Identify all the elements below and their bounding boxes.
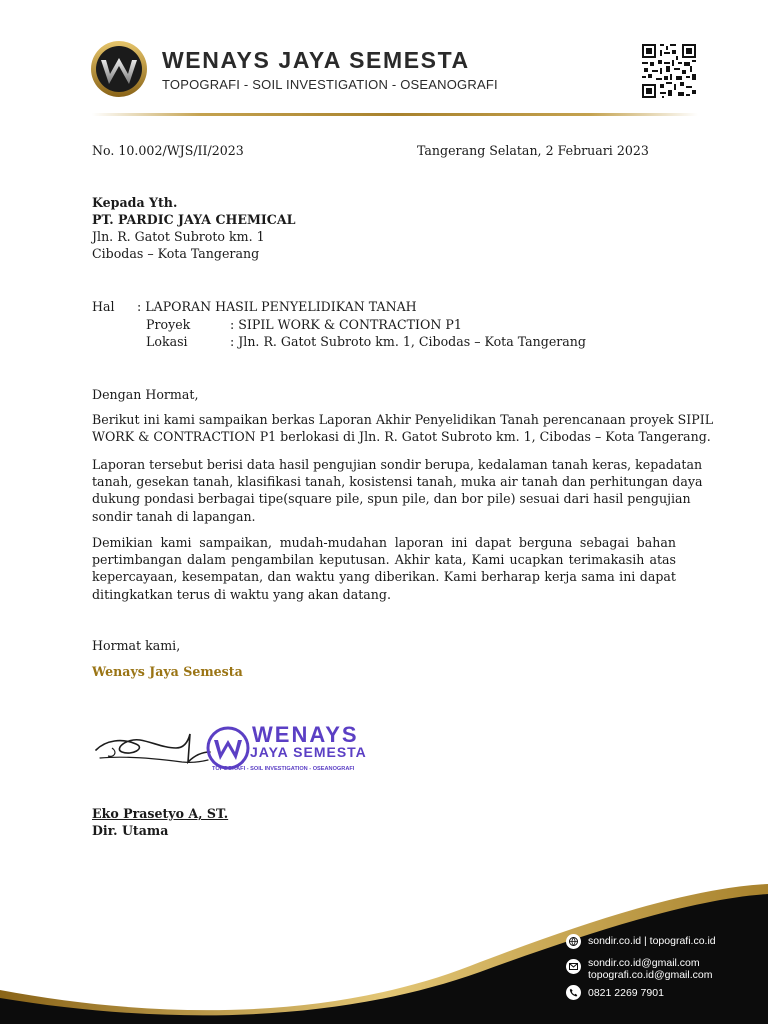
- paragraph-3: [92, 534, 676, 603]
- stamp-title-1: WENAYS: [252, 722, 359, 747]
- paragraph-1-line: Berikut ini kami sampaikan berkas Laporan Akhir Penyelidikan Tanah perencanaan proyek SIPIL: [92, 412, 714, 427]
- qr-code-icon: [640, 42, 698, 100]
- paragraph-1-line: WORK & CONTRACTION P1 berlokasi di Jln. R. Gatot Subroto km. 1, Cibodas – Kota Tangerang.: [92, 429, 711, 445]
- footer-phone: 0821 2269 7901: [588, 987, 664, 999]
- closing-regards: Hormat kami,: [92, 638, 181, 653]
- paragraph-2: [92, 456, 703, 525]
- recipient-address-line-1: Jln. R. Gatot Subroto km. 1: [92, 229, 265, 244]
- signer-title: Dir. Utama: [92, 823, 169, 838]
- header-divider: [92, 113, 698, 116]
- subject-lokasi-label: Lokasi: [146, 334, 188, 349]
- footer-website: sondir.co.id | topografi.co.id: [588, 935, 716, 947]
- footer: [0, 870, 768, 1024]
- letter-number: No. 10.002/WJS/II/2023: [92, 143, 244, 158]
- paragraph-3-line: pertimbangan dalam pengambilan keputusan. Akhir kata, Kami ucapkan terimakasih atas: [92, 552, 676, 568]
- footer-email-1: sondir.co.id@gmail.com: [588, 957, 700, 969]
- signer-name: Eko Prasetyo A, ST.: [92, 806, 229, 821]
- mail-icon: [566, 959, 581, 974]
- subject-lokasi-value: : Jln. R. Gatot Subroto km. 1, Cibodas – Kota Tangerang: [230, 334, 586, 349]
- company-logo-icon: [90, 40, 148, 98]
- signature-icon: [92, 722, 212, 774]
- paragraph-1: [92, 411, 714, 445]
- stamp-title-2: JAYA SEMESTA: [250, 744, 367, 760]
- salutation: Dengan Hormat,: [92, 387, 199, 402]
- company-tagline: TOPOGRAFI - SOIL INVESTIGATION - OSEANOGRAFI: [162, 77, 498, 92]
- company-stamp: [206, 720, 370, 780]
- paragraph-2-line: tanah, gesekan tanah, klasifikasi tanah, kosistensi tanah, muka air tanah dan perhitungan daya: [92, 474, 703, 490]
- subject-proyek-label: Proyek: [146, 317, 191, 332]
- subject-block: [92, 298, 592, 350]
- subject-hal-label: Hal: [92, 299, 115, 314]
- footer-email-2: topografi.co.id@gmail.com: [588, 969, 713, 981]
- paragraph-3-line: Demikian kami sampaikan, mudah-mudahan laporan ini dapat berguna sebagai bahan: [92, 535, 676, 550]
- recipient-company: PT. PARDIC JAYA CHEMICAL: [92, 212, 296, 227]
- footer-wave-background: [0, 870, 768, 1024]
- stamp-subtitle: TOPOGRAFI - SOIL INVESTIGATION - OSEANOGRAFI: [212, 766, 355, 772]
- paragraph-2-line: sondir tanah di lapangan.: [92, 508, 256, 524]
- paragraph-2-line: dukung pondasi berbagai tipe(square pile, spun pile, dan bor pile) sesuai dari hasil pengujian: [92, 491, 691, 507]
- closing-company: Wenays Jaya Semesta: [92, 664, 243, 679]
- paragraph-3-line: kepercayaan, kesempatan, dan waktu yang diberikan. Kami berharap kerja sama ini dapat: [92, 569, 676, 585]
- subject-proyek-value: : SIPIL WORK & CONTRACTION P1: [230, 317, 462, 332]
- stamp-logo-icon: [206, 726, 250, 770]
- recipient-block: [92, 194, 295, 262]
- subject-hal-value: : LAPORAN HASIL PENYELIDIKAN TANAH: [137, 299, 417, 314]
- paragraph-2-line: Laporan tersebut berisi data hasil pengujian sondir berupa, kedalaman tanah keras, kepadatan: [92, 457, 703, 472]
- recipient-address-line-2: Cibodas – Kota Tangerang: [92, 246, 260, 261]
- recipient-greeting: Kepada Yth.: [92, 195, 178, 210]
- company-name: WENAYS JAYA SEMESTA: [162, 47, 470, 73]
- paragraph-3-line: ditingkatkan terus di waktu yang akan datang.: [92, 586, 391, 602]
- phone-icon: [566, 985, 581, 1000]
- letter-date: Tangerang Selatan, 2 Februari 2023: [417, 143, 649, 158]
- globe-icon: [566, 934, 581, 949]
